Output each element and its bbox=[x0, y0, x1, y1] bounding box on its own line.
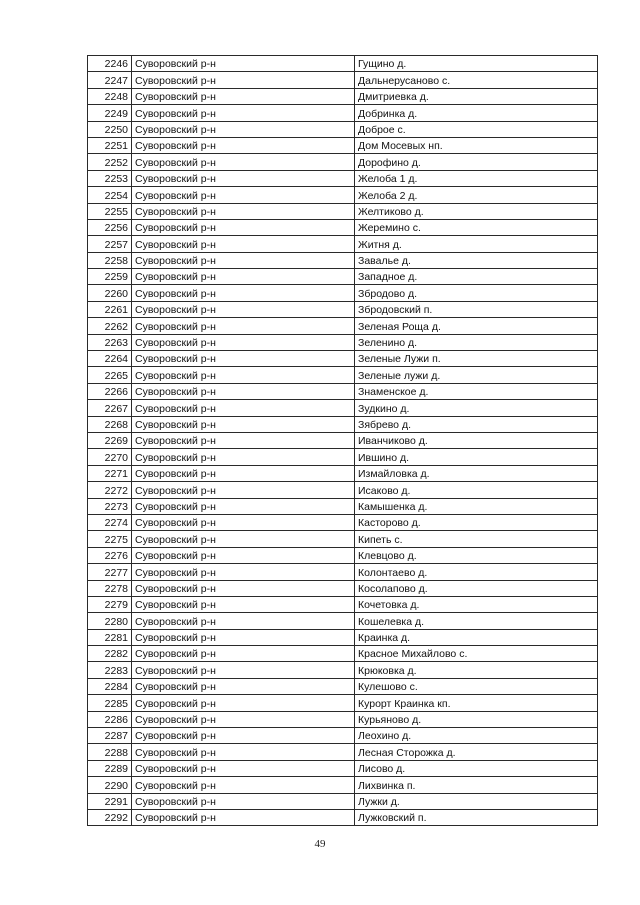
row-number: 2273 bbox=[88, 498, 132, 514]
table-row bbox=[88, 465, 598, 481]
row-number: 2280 bbox=[88, 613, 132, 629]
district-cell: Суворовский р-н bbox=[132, 547, 355, 563]
row-number: 2265 bbox=[88, 367, 132, 383]
table-row bbox=[88, 564, 598, 580]
table-row bbox=[88, 809, 598, 825]
settlement-cell: Желоба 2 д. bbox=[355, 187, 598, 203]
row-number: 2267 bbox=[88, 400, 132, 416]
table-row bbox=[88, 383, 598, 399]
settlement-cell: Лисово д. bbox=[355, 760, 598, 776]
row-number: 2258 bbox=[88, 252, 132, 268]
settlement-cell: Лихвинка п. bbox=[355, 777, 598, 793]
table-row bbox=[88, 367, 598, 383]
row-number: 2275 bbox=[88, 531, 132, 547]
table-row bbox=[88, 449, 598, 465]
settlement-cell: Курорт Краинка кп. bbox=[355, 695, 598, 711]
row-number: 2247 bbox=[88, 72, 132, 88]
district-cell: Суворовский р-н bbox=[132, 121, 355, 137]
row-number: 2264 bbox=[88, 351, 132, 367]
settlement-cell: Исаково д. bbox=[355, 482, 598, 498]
row-number: 2283 bbox=[88, 662, 132, 678]
settlement-cell: Кошелевка д. bbox=[355, 613, 598, 629]
table-row bbox=[88, 285, 598, 301]
row-number: 2246 bbox=[88, 56, 132, 72]
settlement-cell: Житня д. bbox=[355, 236, 598, 252]
table-row bbox=[88, 646, 598, 662]
row-number: 2282 bbox=[88, 646, 132, 662]
settlement-cell: Зудкино д. bbox=[355, 400, 598, 416]
settlement-cell: Завалье д. bbox=[355, 252, 598, 268]
table-row bbox=[88, 744, 598, 760]
district-cell: Суворовский р-н bbox=[132, 514, 355, 530]
row-number: 2266 bbox=[88, 383, 132, 399]
settlement-cell: Зеленая Роща д. bbox=[355, 318, 598, 334]
district-cell: Суворовский р-н bbox=[132, 383, 355, 399]
settlement-cell: Курьяново д. bbox=[355, 711, 598, 727]
district-cell: Суворовский р-н bbox=[132, 482, 355, 498]
settlement-cell: Дорофино д. bbox=[355, 154, 598, 170]
district-cell: Суворовский р-н bbox=[132, 662, 355, 678]
table-body bbox=[88, 56, 598, 826]
row-number: 2256 bbox=[88, 219, 132, 235]
settlement-cell: Жеремино с. bbox=[355, 219, 598, 235]
district-cell: Суворовский р-н bbox=[132, 56, 355, 72]
table-row bbox=[88, 498, 598, 514]
district-cell: Суворовский р-н bbox=[132, 711, 355, 727]
district-cell: Суворовский р-н bbox=[132, 400, 355, 416]
table-row bbox=[88, 236, 598, 252]
table-row bbox=[88, 416, 598, 432]
settlement-cell: Дальнерусаново с. bbox=[355, 72, 598, 88]
row-number: 2289 bbox=[88, 760, 132, 776]
table-row bbox=[88, 678, 598, 694]
settlement-cell: Зябрево д. bbox=[355, 416, 598, 432]
table-row bbox=[88, 219, 598, 235]
table-row bbox=[88, 711, 598, 727]
district-cell: Суворовский р-н bbox=[132, 236, 355, 252]
row-number: 2279 bbox=[88, 596, 132, 612]
district-cell: Суворовский р-н bbox=[132, 564, 355, 580]
row-number: 2255 bbox=[88, 203, 132, 219]
row-number: 2276 bbox=[88, 547, 132, 563]
settlement-cell: Желоба 1 д. bbox=[355, 170, 598, 186]
table-row bbox=[88, 105, 598, 121]
settlement-cell: Леохино д. bbox=[355, 728, 598, 744]
table-row bbox=[88, 72, 598, 88]
settlement-cell: Зеленые Лужи п. bbox=[355, 351, 598, 367]
district-cell: Суворовский р-н bbox=[132, 170, 355, 186]
row-number: 2254 bbox=[88, 187, 132, 203]
table-row bbox=[88, 662, 598, 678]
settlement-cell: Кочетовка д. bbox=[355, 596, 598, 612]
settlement-cell: Красное Михайлово с. bbox=[355, 646, 598, 662]
row-number: 2250 bbox=[88, 121, 132, 137]
settlement-cell: Лужковский п. bbox=[355, 809, 598, 825]
page-number: 49 bbox=[314, 838, 326, 850]
row-number: 2257 bbox=[88, 236, 132, 252]
row-number: 2262 bbox=[88, 318, 132, 334]
table-row bbox=[88, 482, 598, 498]
table-row bbox=[88, 88, 598, 104]
district-cell: Суворовский р-н bbox=[132, 269, 355, 285]
row-number: 2259 bbox=[88, 269, 132, 285]
district-cell: Суворовский р-н bbox=[132, 334, 355, 350]
district-cell: Суворовский р-н bbox=[132, 744, 355, 760]
district-cell: Суворовский р-н bbox=[132, 613, 355, 629]
settlement-cell: Збродовский п. bbox=[355, 301, 598, 317]
settlement-cell: Касторово д. bbox=[355, 514, 598, 530]
row-number: 2285 bbox=[88, 695, 132, 711]
table-row bbox=[88, 514, 598, 530]
row-number: 2286 bbox=[88, 711, 132, 727]
settlement-cell: Клевцово д. bbox=[355, 547, 598, 563]
table-row bbox=[88, 351, 598, 367]
district-cell: Суворовский р-н bbox=[132, 318, 355, 334]
settlement-cell: Иванчиково д. bbox=[355, 432, 598, 448]
row-number: 2248 bbox=[88, 88, 132, 104]
district-cell: Суворовский р-н bbox=[132, 629, 355, 645]
settlement-cell: Колонтаево д. bbox=[355, 564, 598, 580]
row-number: 2272 bbox=[88, 482, 132, 498]
district-cell: Суворовский р-н bbox=[132, 596, 355, 612]
settlement-cell: Западное д. bbox=[355, 269, 598, 285]
district-cell: Суворовский р-н bbox=[132, 695, 355, 711]
table-row bbox=[88, 613, 598, 629]
settlement-cell: Камышенка д. bbox=[355, 498, 598, 514]
district-cell: Суворовский р-н bbox=[132, 580, 355, 596]
table-row bbox=[88, 56, 598, 72]
district-cell: Суворовский р-н bbox=[132, 88, 355, 104]
table-row bbox=[88, 760, 598, 776]
settlement-cell: Кулешово с. bbox=[355, 678, 598, 694]
row-number: 2290 bbox=[88, 777, 132, 793]
row-number: 2287 bbox=[88, 728, 132, 744]
table-row bbox=[88, 596, 598, 612]
table-row bbox=[88, 121, 598, 137]
district-cell: Суворовский р-н bbox=[132, 678, 355, 694]
settlement-cell: Доброе с. bbox=[355, 121, 598, 137]
table-row bbox=[88, 531, 598, 547]
district-cell: Суворовский р-н bbox=[132, 465, 355, 481]
table-row bbox=[88, 793, 598, 809]
table-row bbox=[88, 432, 598, 448]
row-number: 2249 bbox=[88, 105, 132, 121]
row-number: 2261 bbox=[88, 301, 132, 317]
settlement-cell: Косолапово д. bbox=[355, 580, 598, 596]
row-number: 2271 bbox=[88, 465, 132, 481]
settlement-cell: Лесная Сторожка д. bbox=[355, 744, 598, 760]
table-row bbox=[88, 318, 598, 334]
district-cell: Суворовский р-н bbox=[132, 252, 355, 268]
district-cell: Суворовский р-н bbox=[132, 728, 355, 744]
table-row bbox=[88, 777, 598, 793]
settlement-cell: Зеленые лужи д. bbox=[355, 367, 598, 383]
row-number: 2251 bbox=[88, 137, 132, 153]
table-row bbox=[88, 170, 598, 186]
table-row bbox=[88, 269, 598, 285]
district-cell: Суворовский р-н bbox=[132, 219, 355, 235]
table-row bbox=[88, 301, 598, 317]
table-row bbox=[88, 580, 598, 596]
settlement-cell: Добринка д. bbox=[355, 105, 598, 121]
settlement-cell: Гущино д. bbox=[355, 56, 598, 72]
table-row bbox=[88, 629, 598, 645]
district-cell: Суворовский р-н bbox=[132, 187, 355, 203]
district-cell: Суворовский р-н bbox=[132, 154, 355, 170]
settlement-cell: Дмитриевка д. bbox=[355, 88, 598, 104]
district-cell: Суворовский р-н bbox=[132, 203, 355, 219]
settlement-cell: Кипеть с. bbox=[355, 531, 598, 547]
row-number: 2278 bbox=[88, 580, 132, 596]
district-cell: Суворовский р-н bbox=[132, 137, 355, 153]
district-cell: Суворовский р-н bbox=[132, 301, 355, 317]
table-row bbox=[88, 400, 598, 416]
settlement-cell: Зеленино д. bbox=[355, 334, 598, 350]
table-row bbox=[88, 203, 598, 219]
table-row bbox=[88, 252, 598, 268]
settlement-cell: Крюковка д. bbox=[355, 662, 598, 678]
district-cell: Суворовский р-н bbox=[132, 498, 355, 514]
row-number: 2281 bbox=[88, 629, 132, 645]
district-cell: Суворовский р-н bbox=[132, 432, 355, 448]
district-cell: Суворовский р-н bbox=[132, 285, 355, 301]
settlement-cell: Желтиково д. bbox=[355, 203, 598, 219]
settlement-table bbox=[87, 55, 598, 826]
row-number: 2263 bbox=[88, 334, 132, 350]
district-cell: Суворовский р-н bbox=[132, 351, 355, 367]
table-row bbox=[88, 547, 598, 563]
table-row bbox=[88, 154, 598, 170]
table-row bbox=[88, 137, 598, 153]
settlement-cell: Ившино д. bbox=[355, 449, 598, 465]
settlement-cell: Краинка д. bbox=[355, 629, 598, 645]
row-number: 2288 bbox=[88, 744, 132, 760]
row-number: 2270 bbox=[88, 449, 132, 465]
district-cell: Суворовский р-н bbox=[132, 793, 355, 809]
district-cell: Суворовский р-н bbox=[132, 105, 355, 121]
district-cell: Суворовский р-н bbox=[132, 646, 355, 662]
settlement-cell: Знаменское д. bbox=[355, 383, 598, 399]
district-cell: Суворовский р-н bbox=[132, 809, 355, 825]
district-cell: Суворовский р-н bbox=[132, 72, 355, 88]
settlement-cell: Измайловка д. bbox=[355, 465, 598, 481]
row-number: 2260 bbox=[88, 285, 132, 301]
row-number: 2252 bbox=[88, 154, 132, 170]
settlement-cell: Дом Мосевых нп. bbox=[355, 137, 598, 153]
table-row bbox=[88, 728, 598, 744]
table-row bbox=[88, 334, 598, 350]
row-number: 2284 bbox=[88, 678, 132, 694]
row-number: 2253 bbox=[88, 170, 132, 186]
district-cell: Суворовский р-н bbox=[132, 531, 355, 547]
row-number: 2292 bbox=[88, 809, 132, 825]
row-number: 2268 bbox=[88, 416, 132, 432]
table-row bbox=[88, 695, 598, 711]
row-number: 2291 bbox=[88, 793, 132, 809]
row-number: 2274 bbox=[88, 514, 132, 530]
district-cell: Суворовский р-н bbox=[132, 777, 355, 793]
table-row bbox=[88, 187, 598, 203]
row-number: 2269 bbox=[88, 432, 132, 448]
row-number: 2277 bbox=[88, 564, 132, 580]
district-cell: Суворовский р-н bbox=[132, 760, 355, 776]
district-cell: Суворовский р-н bbox=[132, 367, 355, 383]
district-cell: Суворовский р-н bbox=[132, 416, 355, 432]
settlement-cell: Збродово д. bbox=[355, 285, 598, 301]
settlement-cell: Лужки д. bbox=[355, 793, 598, 809]
district-cell: Суворовский р-н bbox=[132, 449, 355, 465]
